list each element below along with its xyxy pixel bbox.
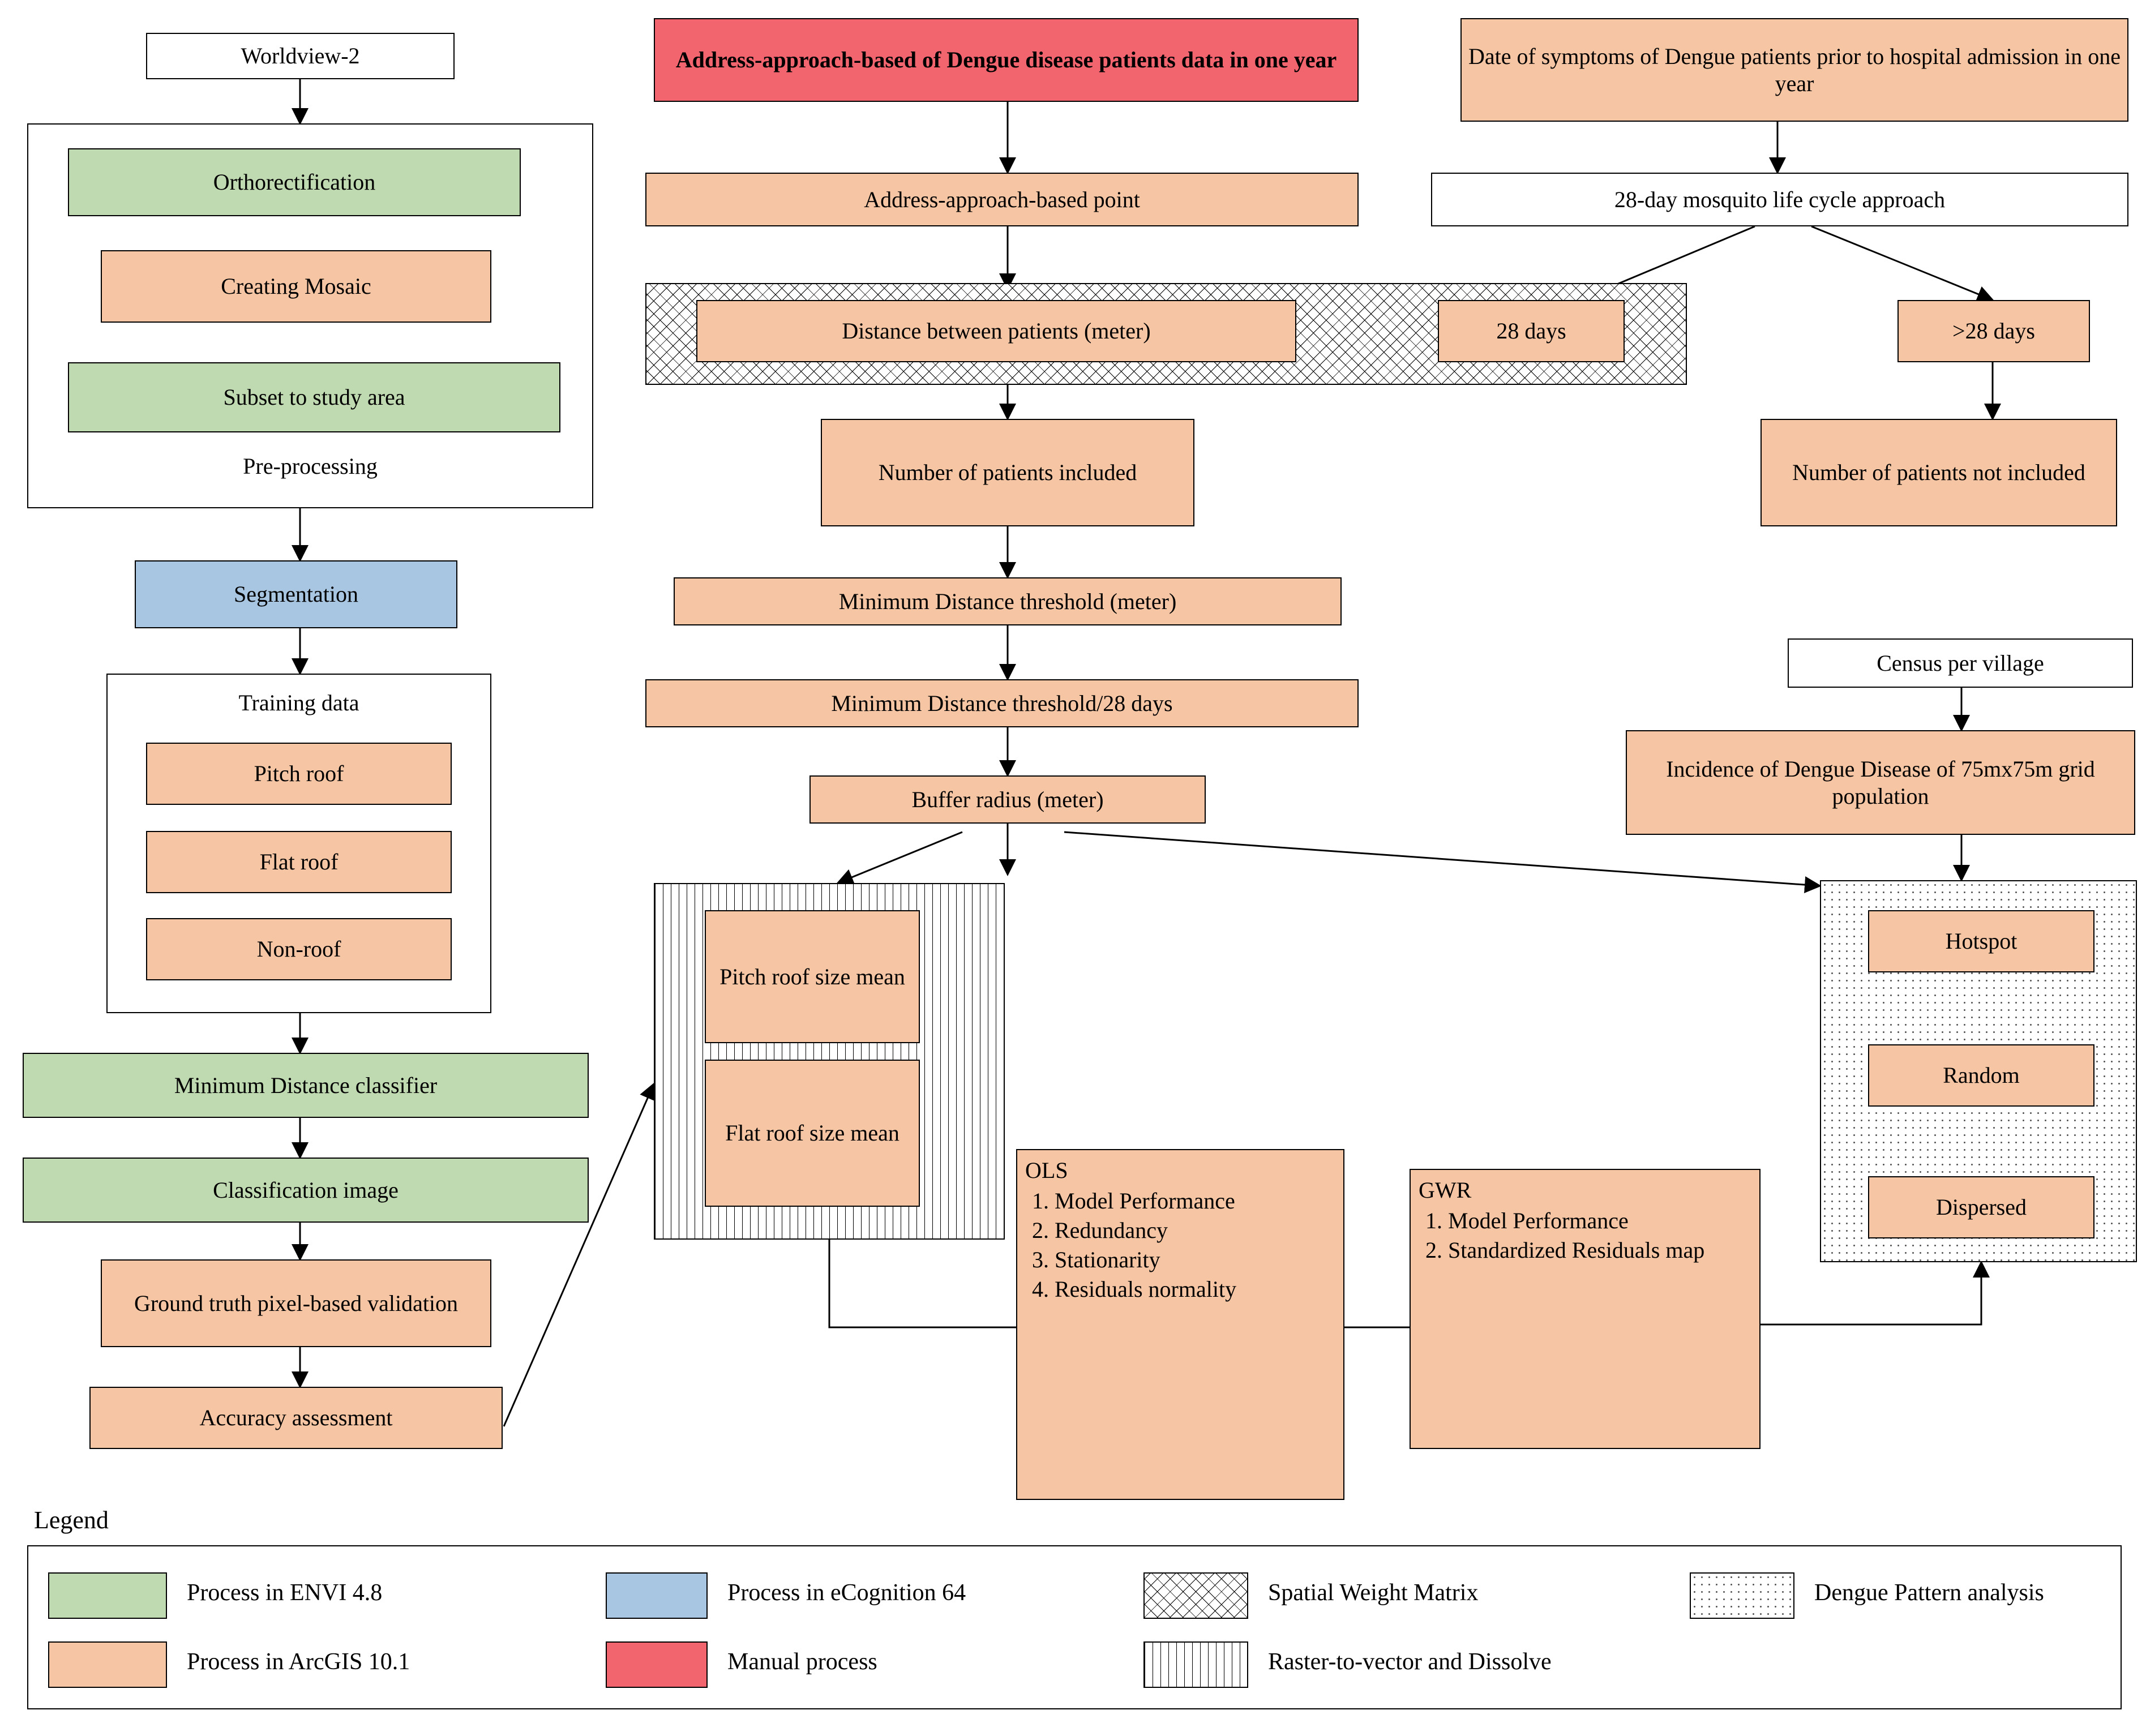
node-ground-truth-validation: Ground truth pixel-based validation [101, 1259, 491, 1347]
node-segmentation: Segmentation [135, 560, 457, 628]
legend-swatch-manual [606, 1641, 708, 1688]
node-creating-mosaic: Creating Mosaic [101, 250, 491, 323]
node-gwr [1410, 1169, 1761, 1449]
legend-label-ecognition: Process in eCognition 64 [727, 1580, 966, 1606]
node-min-distance-threshold-28: Minimum Distance threshold/28 days [645, 679, 1359, 727]
node-pitch-roof-size-mean: Pitch roof size mean [705, 910, 920, 1043]
node-orthorectification: Orthorectification [68, 148, 521, 216]
legend-swatch-spatial-weight-matrix [1143, 1572, 1248, 1619]
ols-item: 3. Stationarity [1055, 1245, 1335, 1275]
legend-label-raster-to-vector: Raster-to-vector and Dissolve [1268, 1649, 1552, 1675]
node-classification-image: Classification image [23, 1158, 589, 1223]
node-hotspot: Hotspot [1868, 910, 2094, 972]
legend-swatch-arcgis [48, 1641, 167, 1688]
node-mosquito-life-cycle: 28-day mosquito life cycle approach [1431, 173, 2128, 226]
node-buffer-radius: Buffer radius (meter) [809, 775, 1206, 824]
legend-swatch-envi [48, 1572, 167, 1619]
gwr-item: 1. Model Performance [1448, 1206, 1751, 1236]
node-dispersed: Dispersed [1868, 1176, 2094, 1238]
legend-label-manual: Manual process [727, 1649, 877, 1675]
node-worldview: Worldview-2 [146, 33, 455, 79]
legend-swatch-raster-to-vector [1143, 1641, 1248, 1688]
node-accuracy-assessment: Accuracy assessment [89, 1387, 503, 1449]
gwr-item: 2. Standardized Residuals map [1448, 1236, 1751, 1265]
node-census-per-village: Census per village [1788, 638, 2133, 688]
node-random: Random [1868, 1044, 2094, 1107]
node-symptoms-date: Date of symptoms of Dengue patients prior to hospital admission in one year [1460, 18, 2128, 122]
legend-title: Legend [34, 1506, 109, 1534]
ols-item: 1. Model Performance [1055, 1186, 1335, 1216]
node-flat-roof-size-mean: Flat roof size mean [705, 1060, 920, 1207]
legend-swatch-ecognition [606, 1572, 708, 1619]
ols-item: 4. Residuals normality [1055, 1275, 1335, 1304]
node-minimum-distance-classifier: Minimum Distance classifier [23, 1053, 589, 1118]
ols-title: OLS [1025, 1158, 1068, 1183]
caption-training-data: Training data [238, 690, 359, 715]
node-incidence-dengue: Incidence of Dengue Disease of 75mx75m grid population [1626, 730, 2135, 835]
node-28-days: 28 days [1438, 300, 1625, 362]
legend-swatch-dengue-pattern [1690, 1572, 1794, 1619]
legend-label-envi: Process in ENVI 4.8 [187, 1580, 383, 1606]
node-over-28-days: >28 days [1897, 300, 2090, 362]
caption-preprocessing: Pre-processing [243, 453, 378, 479]
node-flat-roof: Flat roof [146, 831, 452, 893]
node-address-point: Address-approach-based point [645, 173, 1359, 226]
gwr-title: GWR [1419, 1177, 1472, 1203]
node-non-roof: Non-roof [146, 918, 452, 980]
legend-label-dengue-pattern: Dengue Pattern analysis [1814, 1580, 2044, 1606]
legend-label-arcgis: Process in ArcGIS 10.1 [187, 1649, 410, 1675]
node-patients-included: Number of patients included [821, 419, 1194, 526]
node-patients-not-included: Number of patients not included [1761, 419, 2117, 526]
node-pitch-roof: Pitch roof [146, 743, 452, 805]
node-manual-address-data: Address-approach-based of Dengue disease patients data in one year [654, 18, 1359, 102]
node-subset-study-area: Subset to study area [68, 362, 560, 432]
node-ols [1016, 1149, 1344, 1500]
legend-frame [27, 1545, 2122, 1709]
ols-item: 2. Redundancy [1055, 1216, 1335, 1245]
node-distance-between-patients: Distance between patients (meter) [696, 300, 1296, 362]
node-min-distance-threshold: Minimum Distance threshold (meter) [674, 577, 1342, 625]
legend-label-spatial-weight-matrix: Spatial Weight Matrix [1268, 1580, 1479, 1606]
